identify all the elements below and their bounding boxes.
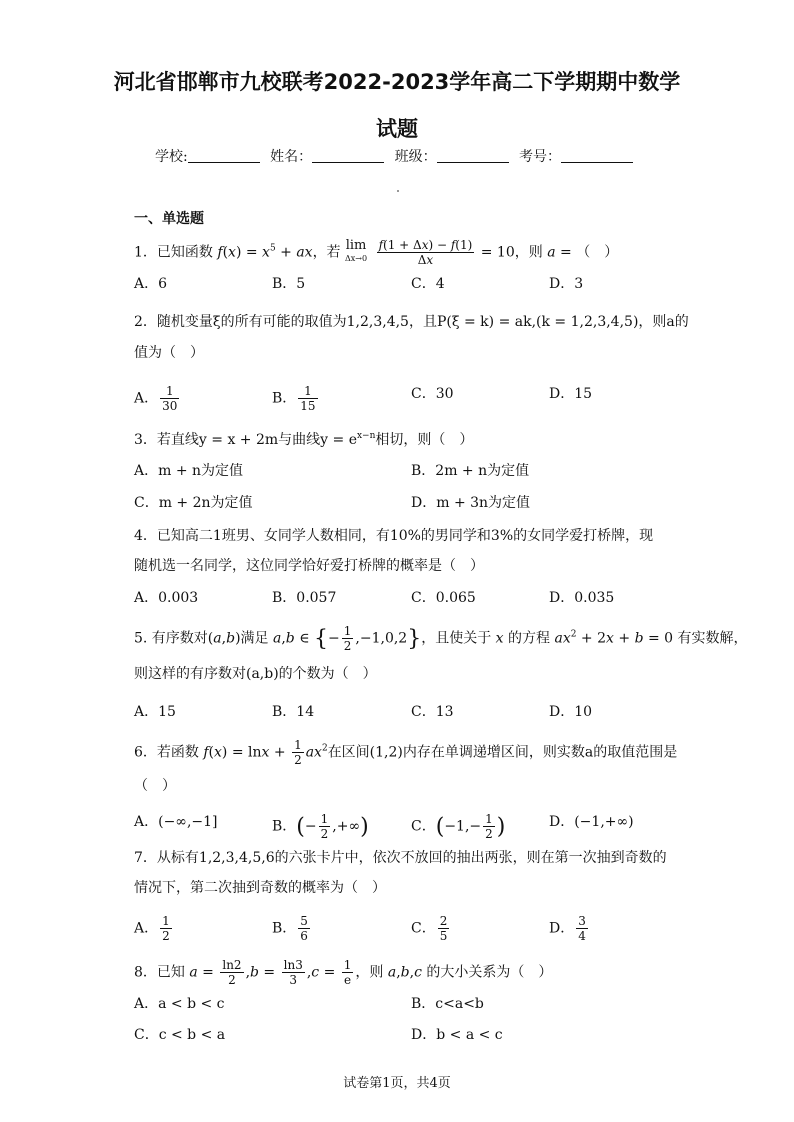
question-3: 3．若直线y = x + 2m与曲线$y = e^{x-n}$相切，则（ ） [134,431,474,448]
q8-option-a[interactable]: A．a < b < c [134,996,225,1012]
question-4: 4．已知高二1班男、女同学人数相同，有10%的男同学和3%的女同学爱打桥牌，现 [134,528,654,544]
q8-option-d[interactable]: D．b < a < c [411,1027,503,1043]
question-5: 5. 有序数对(a,b)满足 a,b ∈ {− $\frac{1}{2}$ ,−1,0,2}，且使关于 x 的方程 $ax^2 + 2x + b = 0$ 有实数解， [134,624,748,653]
exam-title: 河北省邯郸市九校联考2022-2023学年高二下学期期中数学 [113,70,681,94]
q5-option-d[interactable]: D．10 [549,704,593,720]
question-2: 2．随机变量ξ的所有可能的取值为1,2,3,4,5，且P(ξ = k) = ak,(k = 1,2,3,4,5)，则a的 [134,314,689,330]
exam-title-line2: 试题 [376,117,418,141]
name-blank[interactable] [312,148,384,163]
q5-option-c[interactable]: C．13 [411,704,454,720]
q4-option-b[interactable]: B．0.057 [272,590,337,606]
question-7: 7．从标有1,2,3,4,5,6的六张卡片中，依次不放回的抽出两张，则在第一次抽到奇数的 [134,850,667,866]
q7-option-d[interactable]: D． $\frac{3}{4}$ [549,914,586,943]
q8-option-c[interactable]: C．c < b < a [134,1027,226,1043]
section-heading: 一、单选题 [134,211,204,227]
q1-option-a[interactable]: A．6 [134,276,168,292]
q5-option-b[interactable]: B．14 [272,704,315,720]
q1-option-c[interactable]: C．4 [411,276,445,292]
q4-option-c[interactable]: C．0.065 [411,590,476,606]
question-2-line2: 值为（ ） [134,345,204,361]
q2-option-c[interactable]: C．30 [411,386,454,402]
question-6: 6．若函数 f(x) = lnx + $\frac{1}{2}$ $ax^2$在区间(1,2)内存在单调递增区间，则实数a的取值范围是 [134,738,678,767]
q1-option-d[interactable]: D．3 [549,276,584,292]
id-label: 考号： [519,149,562,165]
q3-option-a[interactable]: A．m + n为定值 [134,463,244,479]
q5-option-a[interactable]: A．15 [134,704,176,720]
q4-option-a[interactable]: A．0.003 [134,590,199,606]
q3-option-c[interactable]: C．m + 2n为定值 [134,495,253,511]
q6-option-d[interactable]: D．(−1,+∞) [549,814,634,830]
divider-dot [397,190,399,192]
q3-option-d[interactable]: D．m + 3n为定值 [411,495,531,511]
q4-option-d[interactable]: D．0.035 [549,590,615,606]
page-footer: 试卷第1页，共4页 [343,1076,451,1091]
q2-option-b[interactable]: B． $\frac{1}{15}$ [272,384,316,413]
class-label: 班级： [394,149,437,165]
q3-option-b[interactable]: B．2m + n为定值 [411,463,530,479]
question-4-line2: 随机选一名同学，这位同学恰好爱打桥牌的概率是（ ） [134,558,484,574]
q8-option-b[interactable]: B．c<a<b [411,996,484,1012]
q7-option-c[interactable]: C． $\frac{2}{5}$ [411,914,448,943]
q6-option-b[interactable]: B．(− $\frac{1}{2}$ ,+∞) [272,812,369,841]
q1-option-b[interactable]: B．5 [272,276,306,292]
class-blank[interactable] [437,148,509,163]
q7-option-a[interactable]: A． $\frac{1}{2}$ [134,914,170,943]
school-label: 学校: [154,149,188,165]
question-5-line2: 则这样的有序数对(a,b)的个数为（ ） [134,666,377,682]
q7-option-b[interactable]: B． $\frac{5}{6}$ [272,914,308,943]
student-info [0,146,794,166]
id-blank[interactable] [561,148,633,163]
q6-option-a[interactable]: A．(−∞,−1] [134,814,218,830]
question-7-line2: 情况下，第二次抽到奇数的概率为（ ） [134,880,386,896]
q2-option-d[interactable]: D．15 [549,386,593,402]
school-blank[interactable] [188,148,260,163]
q6-option-c[interactable]: C．(−1,− $\frac{1}{2}$ ) [411,812,506,841]
question-6-line2: （ ） [134,778,176,794]
name-label: 姓名： [270,149,313,165]
question-1: 1．已知函数 $f(x) = x^5$ + ax，若 lim Δx→0 $\frac{f(1 + \Delta x) - f(1)}{\Delta x}$ = 10，则 a = （ ） [134,238,619,267]
q2-option-a[interactable]: A． $\frac{1}{30}$ [134,384,178,413]
question-8: 8．已知 a = $\frac{\ln 2}{2}$ ,b = $\frac{\ln 3}{3}$ ,c = $\frac{1}{e}$ ，则 a,b,c 的大小关系为（ ） [134,958,553,987]
